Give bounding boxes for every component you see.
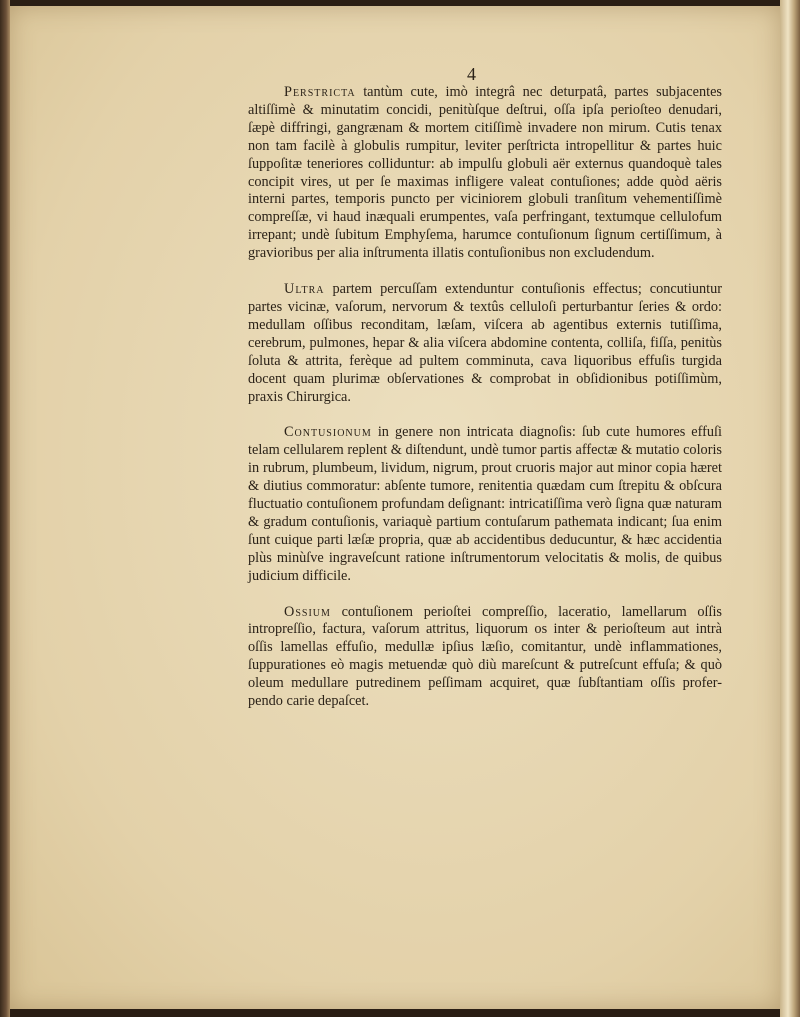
paragraph-lead-word: Ossium	[284, 603, 331, 620]
paragraph-body: partem percuſſam extenduntur contuſionis effectus; concutiuntur partes vicinæ, vaſorum, nervorum & textûs celluloſi perturbantur ſeries & ordo: medullam oſſibus reconditam, læſam, viſcera ab agentibus externis tutiſſima, cerebrum, pulmones, hepar & alia viſcera abdomine contenta, colliſa, fiſſa, penitùs ſoluta & attrita, ferèque ad pultem comminuta, cava liquoribus effuſis turgida docent quam plurimæ obſervationes & comprobat in obſidionibus potiſſimùm, praxis Chirurgica.	[248, 281, 722, 405]
paragraph-ossium	[248, 604, 722, 711]
paragraph-lead-word: Contusionum	[284, 424, 372, 441]
paragraph-lead-word: Perstricta	[284, 84, 356, 100]
paragraph-perstricta	[248, 84, 722, 263]
page-edge	[780, 0, 800, 1017]
paragraph-body: contuſionem perioſtei compreſſio, laceratio, lamellarum oſſis intropreſſio, factura, vaſorum attritus, liquorum os inter & perioſteum aut intrà oſſis lamellas effuſio, medullæ ipſius læſio, comitantur, undè inflammationes, ſuppurationes eò magis metuendæ quò diù mareſcunt & putreſcunt effuſa; & quò oleum medullare putredinem peſſimam acquiret, quæ ſubſtantiam oſſis profer-pendo carie depaſcet.	[248, 603, 722, 710]
paragraph-lead-word: Ultra	[284, 281, 325, 298]
page-number: 4	[467, 64, 476, 84]
paragraph-contusionum	[248, 424, 722, 585]
paragraph-body: in genere non intricata diagnoſis: ſub cute humores effuſi telam cellularem replent & diſtendunt, undè tumor partis affectæ & mutatio coloris in rubrum, plumbeum, lividum, nigrum, prout cruoris major aut minor copia hæret & diutius commoratur: abſente tumore, renitentia quædam cum ſtrepitu & obſcura fluctuatio contuſionem profundam deſignant: intricatiſſima verò ſigna quæ naturam & gradum contuſionis, variaquè partium contuſarum pathemata indicant; ſua enim ſunt cuique parti læſæ propria, quæ ab accidentibus deducuntur, & hæc accidentia plùs minùſve ingraveſcunt ratione inſtrumentorum velocitatis & molis, de quibus judicium difficile.	[248, 424, 722, 584]
page-text	[248, 84, 722, 729]
book-spine	[0, 0, 10, 1017]
paragraph-ultra	[248, 281, 722, 406]
paragraph-body: tantùm cute, imò integrâ nec deturpatâ, partes subjacentes altiſſimè & minutatim concidi, penitùſque deſtrui, oſſa ipſa perioſteo denudari, ſæpè diffringi, gangrænam & mortem citiſſimè invadere non mirum. Cutis tenax non tam facilè à globulis rumpitur, leviter perſtricta intropellitur & partes huic ſuppoſitæ teneriores colliduntur: ab impulſu globuli aër externus quandoquè tales concipit vires, ut per ſe maximas infligere valeat contuſiones; adde quòd aëris interni partes, temporis puncto per viciniorem globuli tranſitum vehementiſſimè compreſſæ, vi haud inæquali erumpentes, vaſa perfringant, textumque cellulofum irrepant; undè ſubitum Emphyſema, harumce contuſionum ſignum certiſſimum, à gravioribus per alia inſtrumenta illatis contuſionibus non excludendum.	[248, 84, 722, 262]
